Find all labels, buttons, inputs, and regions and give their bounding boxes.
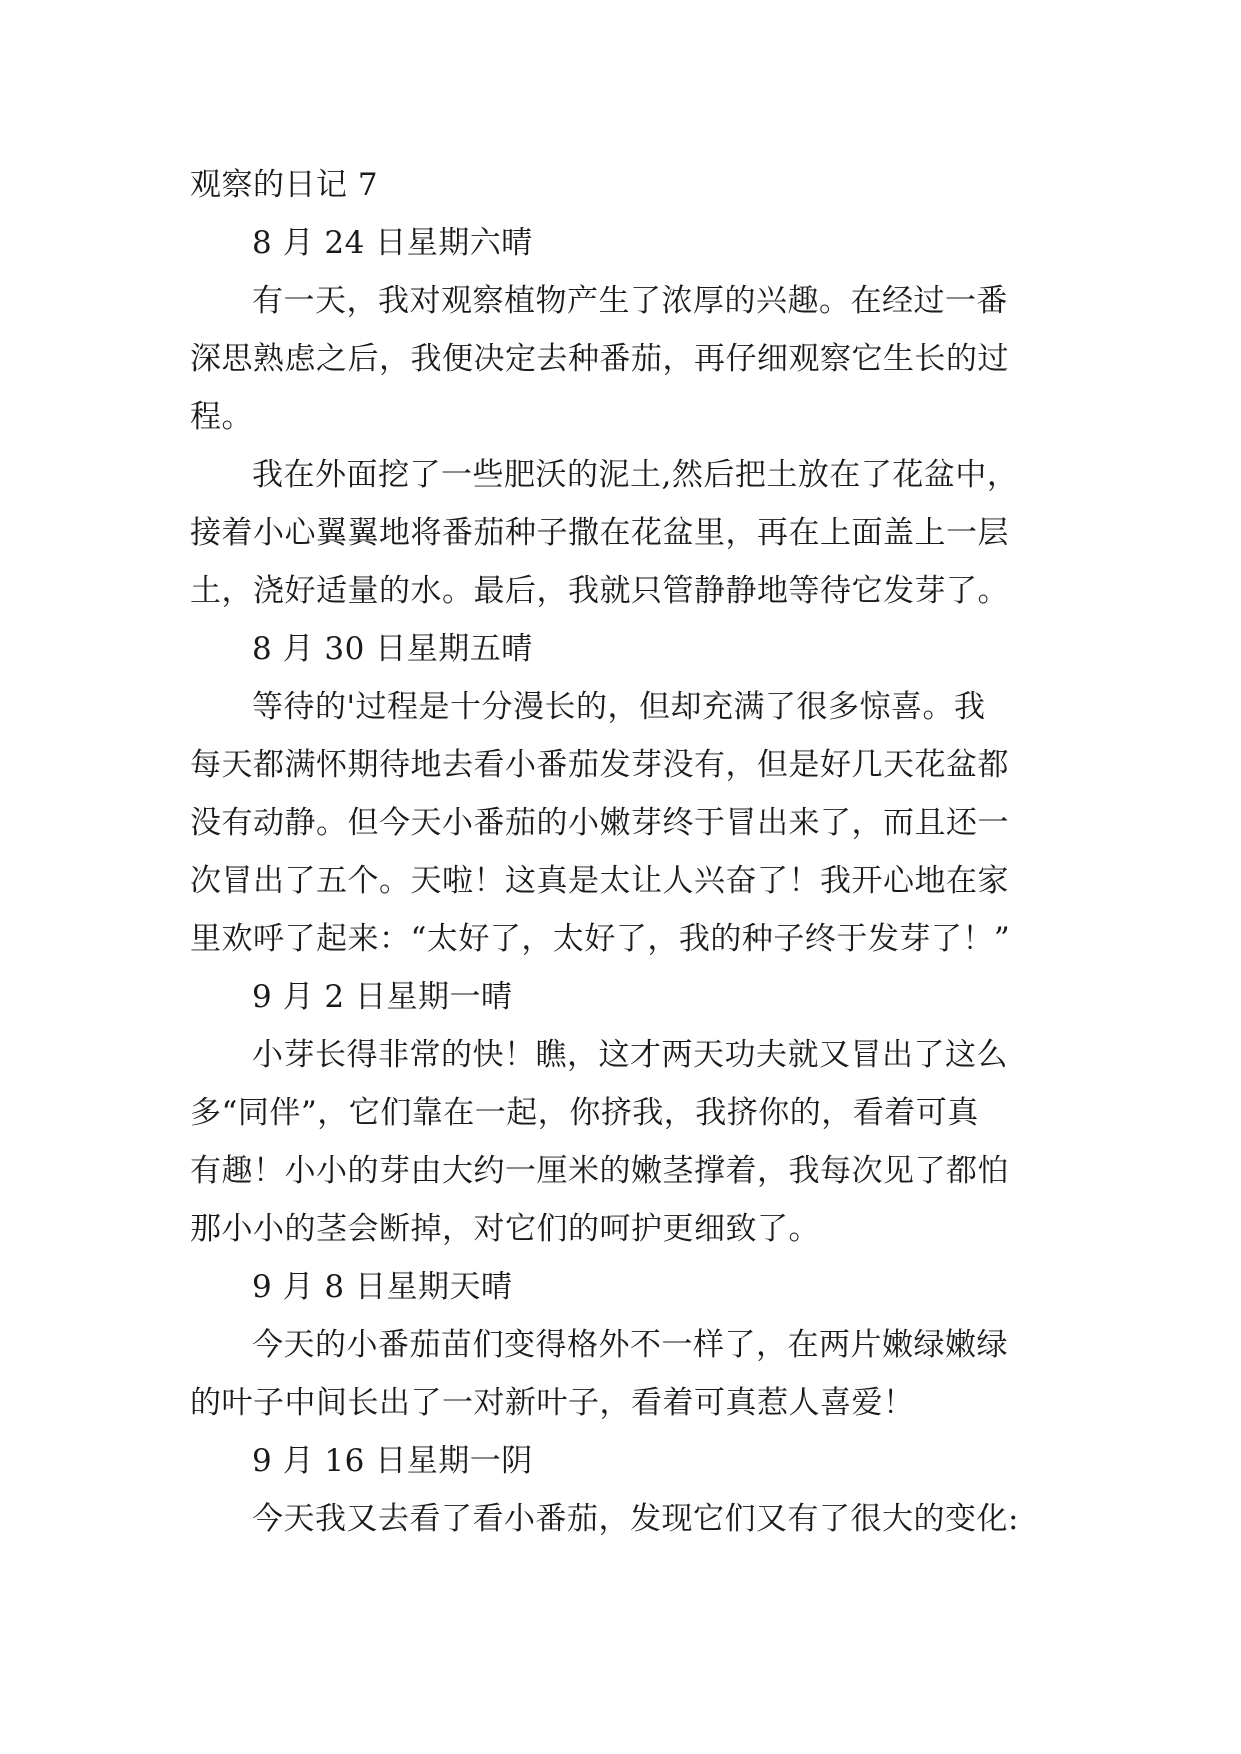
paragraph-line: 的叶子中间长出了一对新叶子，看着可真惹人喜爱！ [190,1385,915,1421]
paragraph-line: 那小小的茎会断掉，对它们的呵护更细致了。 [190,1211,820,1247]
paragraph-line: 程。 [190,399,253,435]
paragraph-line: 我在外面挖了一些肥沃的泥土,然后把土放在了花盆中， [252,457,1019,493]
paragraph-line: 接着小心翼翼地将番茄种子撒在花盆里，再在上面盖上一层 [190,515,1009,551]
paragraph-line: 有趣！小小的芽由大约一厘米的嫩茎撑着，我每次见了都怕 [190,1153,1009,1189]
paragraph-line: 等待的'过程是十分漫长的，但却充满了很多惊喜。我 [252,689,986,725]
paragraph-line: 每天都满怀期待地去看小番茄发芽没有，但是好几天花盆都 [190,747,1009,783]
paragraph-line: 土，浇好适量的水。最后，我就只管静静地等待它发芽了。 [190,573,1009,609]
diary-date-heading: 9 月 2 日星期一晴 [252,979,513,1015]
paragraph-line: 今天的小番茄苗们变得格外不一样了，在两片嫩绿嫩绿 [252,1327,1008,1363]
paragraph-line: 没有动静。但今天小番茄的小嫩芽终于冒出来了，而且还一 [190,805,1009,841]
paragraph-line: 深思熟虑之后，我便决定去种番茄，再仔细观察它生长的过 [190,341,1009,377]
diary-date-heading: 9 月 8 日星期天晴 [252,1269,513,1305]
diary-date-heading: 9 月 16 日星期一阴 [252,1443,533,1479]
diary-date-heading: 8 月 30 日星期五晴 [252,631,533,667]
document-title: 观察的日记 7 [190,167,379,203]
paragraph-line: 小芽长得非常的快！瞧，这才两天功夫就又冒出了这么 [252,1037,1008,1073]
paragraph-line: 有一天，我对观察植物产生了浓厚的兴趣。在经过一番 [252,283,1008,319]
paragraph-line: 里欢呼了起来：“太好了，太好了，我的种子终于发芽了！” [190,921,1011,957]
paragraph-line: 今天我又去看了看小番茄，发现它们又有了很大的变化: [252,1501,1019,1537]
paragraph-line: 多“同伴”，它们靠在一起，你挤我，我挤你的，看着可真 [190,1095,979,1131]
diary-date-heading: 8 月 24 日星期六晴 [252,225,533,261]
paragraph-line: 次冒出了五个。天啦！这真是太让人兴奋了！我开心地在家 [190,863,1009,899]
